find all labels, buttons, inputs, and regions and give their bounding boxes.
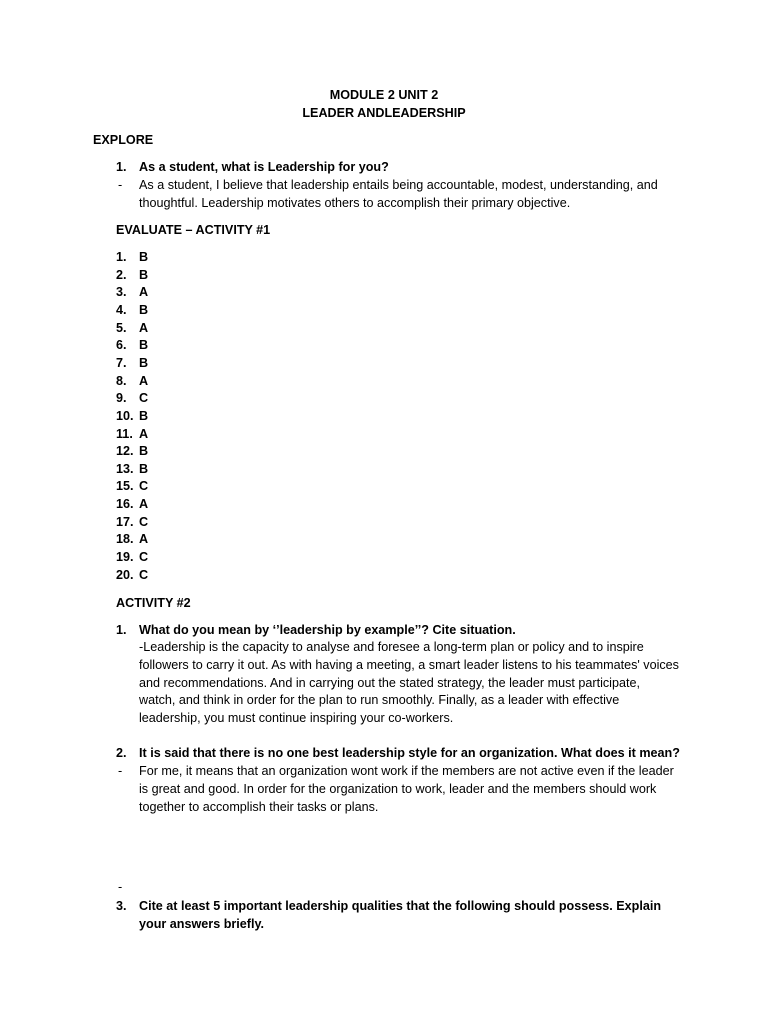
answer-number: 1. — [116, 250, 127, 264]
explore-heading: EXPLORE — [93, 133, 154, 147]
activity2-heading: ACTIVITY #2 — [116, 596, 191, 610]
answer-letter: B — [139, 355, 149, 370]
answer-number: 17. — [116, 514, 134, 529]
answer-letter: B — [139, 444, 149, 459]
answer-number: 9. — [116, 391, 127, 406]
explore-answer-bullet: - — [118, 178, 123, 192]
answer-number: 13. — [116, 461, 134, 476]
answer-letter: C — [139, 550, 149, 565]
answer-letter: B — [139, 302, 149, 317]
explore-question-number: 1. — [116, 160, 127, 174]
answer-number: 10. — [116, 408, 134, 423]
activity2-q1-answer: -Leadership is the capacity to analyse and foresee a long-term plan or policy and to inspire followers to carry it out. As with having a meeting, a smart leader listens to his teammates' voices and recommendations. And in carrying out the stated strategy, the leader must participate, watch, and think in order for the plan to run smoothly. Finally, as a leader with effective leadership, you must continue inspiring your co-workers. — [139, 640, 679, 726]
activity2-q1-number: 1. — [116, 623, 127, 637]
answer-letter: B — [139, 461, 149, 476]
explore-answer: As a student, I believe that leadership entails being accountable, modest, understanding, and thoughtful. Leadership motivates others to accomplish their primary objective. — [139, 178, 658, 210]
activity2-q2-answer: For me, it means that an organization wont work if the members are not active even if the leader is great and good. In order for the organization to work, leader and the members should work together to accomplish their tasks or plans. — [139, 764, 674, 814]
answer-number: 7. — [116, 355, 127, 370]
activity2-q1-question: What do you mean by ‘’leadership by example’’? Cite situation. — [139, 623, 516, 637]
answer-number: 19. — [116, 550, 134, 565]
answer-number: 2. — [116, 267, 127, 282]
answer-letter: C — [139, 479, 149, 494]
answer-letter: A — [139, 426, 149, 441]
answer-letter: B — [139, 338, 149, 353]
activity2-q2-number: 2. — [116, 746, 127, 760]
evaluate-heading: EVALUATE – ACTIVITY #1 — [116, 223, 271, 237]
answer-number: 12. — [116, 444, 134, 459]
lone-dash: - — [118, 880, 123, 894]
answer-number: 16. — [116, 497, 134, 512]
answer-number: 5. — [116, 320, 127, 335]
answer-letter: A — [139, 532, 149, 547]
activity2-q3-question: Cite at least 5 important leadership qualities that the following should possess. Explain your answers briefly. — [139, 899, 662, 931]
module-title: MODULE 2 UNIT 2 — [329, 88, 439, 102]
answer-letter: C — [139, 514, 149, 529]
answer-letter: B — [139, 408, 149, 423]
answer-number: 15. — [116, 479, 134, 494]
answer-letter: A — [139, 285, 149, 300]
answer-letter: A — [139, 373, 149, 388]
answer-letter: A — [139, 497, 149, 512]
answer-number: 11. — [116, 426, 133, 441]
explore-question: As a student, what is Leadership for you? — [139, 160, 389, 174]
answer-letter: C — [139, 391, 149, 406]
answer-number: 6. — [116, 338, 127, 353]
activity2-q2-bullet: - — [118, 764, 123, 778]
answer-number: 3. — [116, 285, 127, 300]
answer-letter: A — [139, 320, 149, 335]
answer-number: 8. — [116, 373, 127, 388]
module-subtitle: LEADER ANDLEADERSHIP — [302, 106, 466, 120]
answer-number: 18. — [116, 532, 134, 547]
answer-letter: B — [139, 250, 149, 264]
activity2-q2-question: It is said that there is no one best leadership style for an organization. What does it mean? — [139, 746, 680, 760]
answer-number: 4. — [116, 302, 127, 317]
activity2-q3-number: 3. — [116, 899, 127, 913]
answer-letter: B — [139, 267, 149, 282]
answer-letter: C — [139, 567, 149, 582]
answer-number: 20. — [116, 567, 134, 582]
